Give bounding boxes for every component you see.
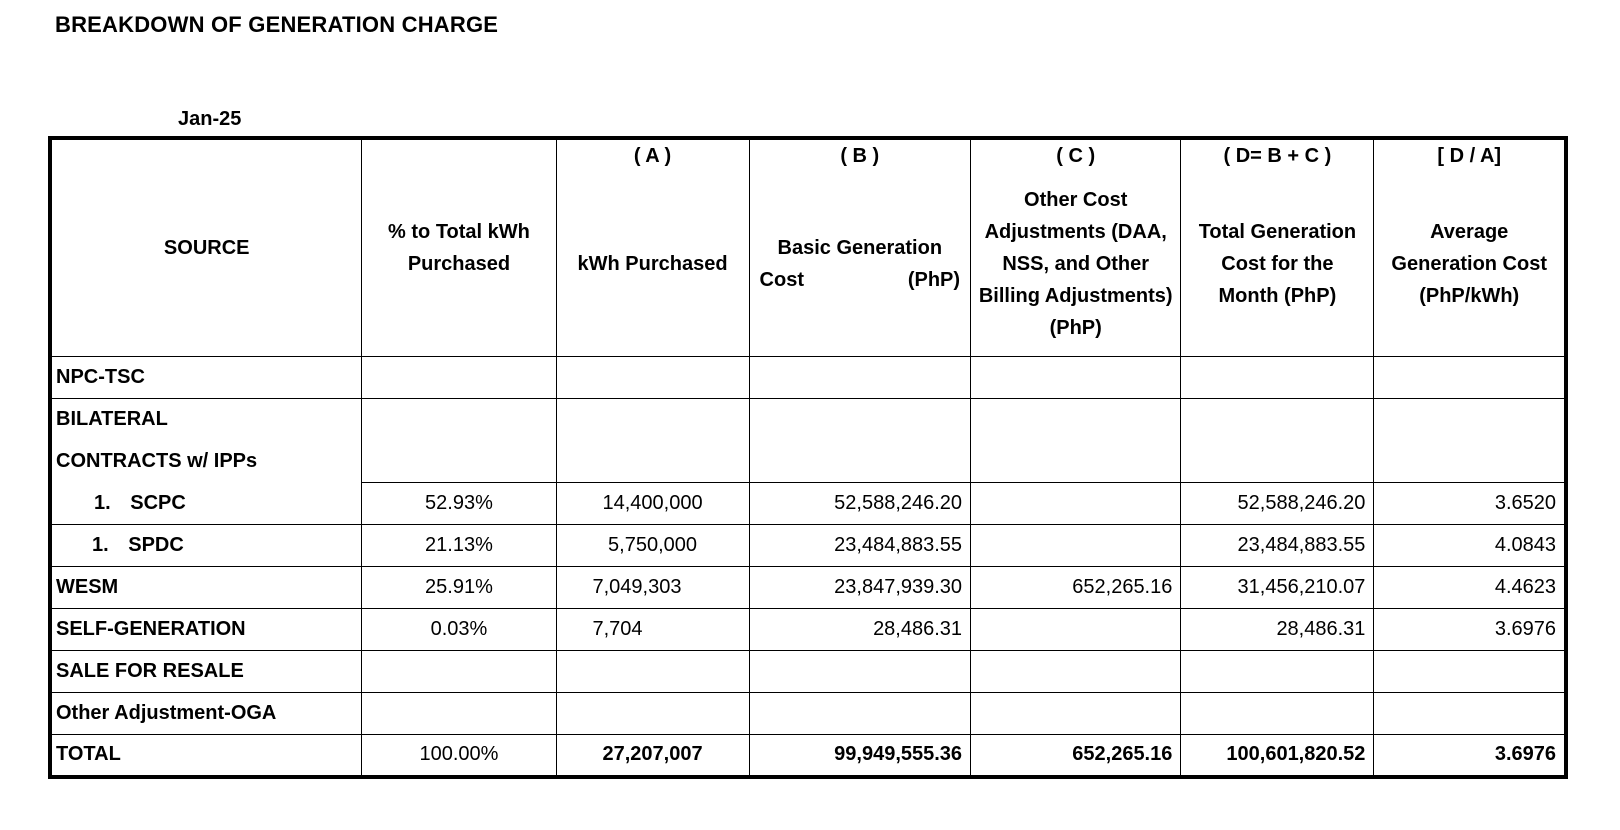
header-average-cost-label: Average Generation Cost (PhP/kWh): [1391, 221, 1547, 307]
source-cell: NPC-TSC: [50, 357, 362, 399]
basic-cost-cell: 23,847,939.30: [749, 567, 971, 609]
other-cost-cell: [971, 483, 1181, 525]
header-source-label: SOURCE: [163, 237, 250, 259]
header-total-cost: [1181, 138, 1374, 357]
header-basic-cost-line2b: (PhP): [907, 269, 961, 291]
source-cell: CONTRACTS w/ IPPs: [50, 441, 362, 483]
header-other-cost: [971, 138, 1181, 357]
page-title: BREAKDOWN OF GENERATION CHARGE: [55, 12, 499, 37]
total-cost-cell: 28,486.31: [1181, 609, 1374, 651]
pct-cell: 52.93%: [362, 483, 556, 525]
header-pct-label: % to Total kWh Purchased: [388, 221, 530, 275]
total-cost-cell: 23,484,883.55: [1181, 525, 1374, 567]
average-cost-cell: 3.6520: [1374, 483, 1566, 525]
total-cost-cell: 52,588,246.20: [1181, 483, 1374, 525]
other-cost-cell: 652,265.16: [971, 567, 1181, 609]
kwh-cell: 5,750,000: [556, 525, 749, 567]
kwh-cell: 7,704: [556, 609, 749, 651]
table-header-row: [50, 138, 1566, 357]
kwh-cell: 14,400,000: [556, 483, 749, 525]
source-cell: [50, 525, 362, 567]
table-row-self-generation: [50, 609, 1566, 651]
average-cost-cell: 3.6976: [1374, 735, 1566, 777]
generation-charge-table: [48, 136, 1568, 779]
basic-cost-cell: 28,486.31: [749, 609, 971, 651]
other-cost-cell: [971, 525, 1181, 567]
table-row-sale-for-resale: [50, 651, 1566, 693]
source-cell: BILATERAL: [50, 399, 362, 441]
pct-cell: 100.00%: [362, 735, 556, 777]
header-average-cost-tag: [ D / A]: [1437, 145, 1502, 167]
table-row-wesm: [50, 567, 1566, 609]
source-cell: SALE FOR RESALE: [50, 651, 362, 693]
basic-cost-cell: 52,588,246.20: [749, 483, 971, 525]
source-cell: WESM: [50, 567, 362, 609]
table-row-spdc: [50, 525, 1566, 567]
kwh-cell: 27,207,007: [556, 735, 749, 777]
header-source: [50, 138, 362, 357]
basic-cost-cell: 99,949,555.36: [749, 735, 971, 777]
source-cell: SELF-GENERATION: [50, 609, 362, 651]
header-other-cost-tag: ( C ): [1056, 145, 1096, 167]
header-pct: [362, 138, 556, 357]
total-cost-cell: 100,601,820.52: [1181, 735, 1374, 777]
source-cell: Other Adjustment-OGA: [50, 693, 362, 735]
header-kwh: [556, 138, 749, 357]
header-basic-cost-tag: ( B ): [840, 145, 880, 167]
item-name: SCPC: [130, 491, 186, 514]
total-cost-cell: 31,456,210.07: [1181, 567, 1374, 609]
other-cost-cell: 652,265.16: [971, 735, 1181, 777]
table-row-other-adjustment: [50, 693, 1566, 735]
pct-cell: 25.91%: [362, 567, 556, 609]
header-average-cost: [1374, 138, 1566, 357]
average-cost-cell: 4.0843: [1374, 525, 1566, 567]
table-row-npc: [50, 357, 1566, 399]
source-cell: TOTAL: [50, 735, 362, 777]
header-basic-cost: [749, 138, 971, 357]
item-number: 1.: [94, 491, 111, 514]
header-kwh-label: kWh Purchased: [577, 253, 728, 275]
average-cost-cell: 4.4623: [1374, 567, 1566, 609]
header-kwh-tag: ( A ): [633, 145, 672, 167]
header-basic-cost-line1: Basic Generation: [777, 237, 943, 259]
kwh-cell: 7,049,303: [556, 567, 749, 609]
basic-cost-cell: 23,484,883.55: [749, 525, 971, 567]
header-other-cost-label: Other Cost Adjustments (DAA, NSS, and Other Billing Adjustments) (PhP): [978, 189, 1173, 339]
pct-cell: 0.03%: [362, 609, 556, 651]
header-total-cost-label: Total Generation Cost for the Month (PhP): [1198, 221, 1357, 307]
table-row-bilateral-2: [50, 441, 1566, 483]
other-cost-cell: [971, 609, 1181, 651]
item-name: SPDC: [128, 534, 184, 556]
table-row-scpc: [50, 483, 1566, 525]
header-total-cost-tag: ( D= B + C ): [1223, 145, 1332, 167]
item-number: 1.: [92, 534, 109, 556]
table-row-total: [50, 735, 1566, 777]
period-label: Jan-25: [178, 108, 242, 130]
source-cell: [50, 483, 362, 525]
pct-cell: 21.13%: [362, 525, 556, 567]
table-row-bilateral-1: [50, 399, 1566, 441]
average-cost-cell: 3.6976: [1374, 609, 1566, 651]
header-basic-cost-line2a: Cost: [759, 269, 804, 291]
